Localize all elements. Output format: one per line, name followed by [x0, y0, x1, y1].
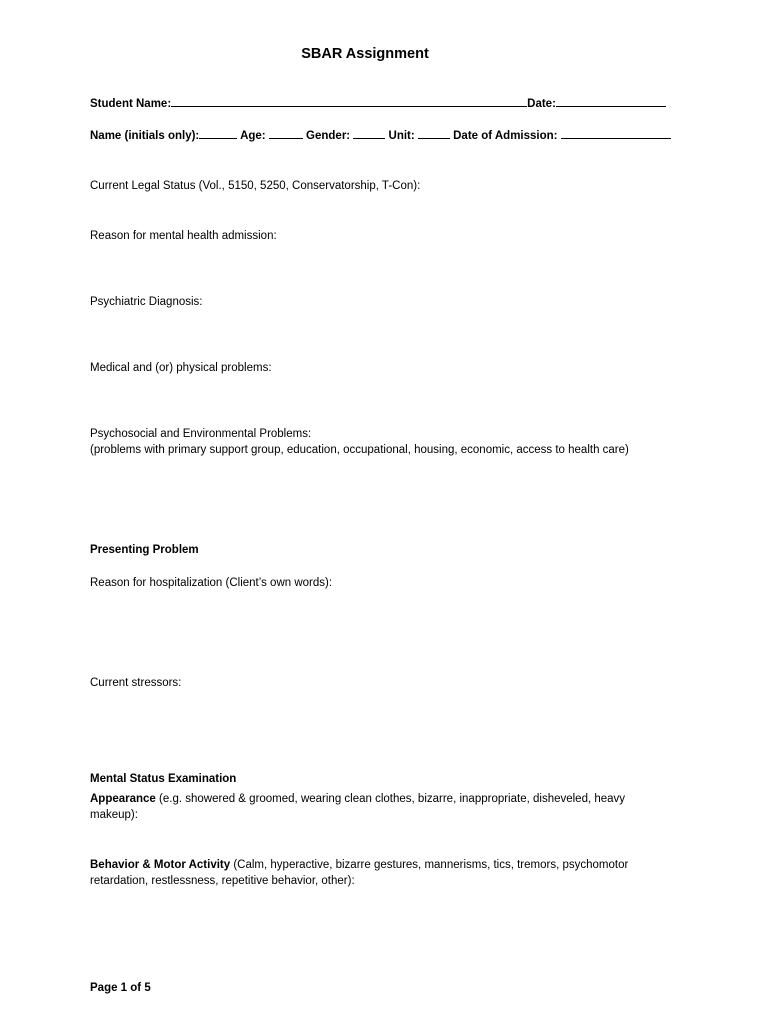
name-initials-label: Name (initials only): [90, 130, 200, 142]
legal-status-prompt: Current Legal Status (Vol., 5150, 5250, Conservatorship, T-Con): [90, 180, 421, 192]
student-name-label: Student Name: [90, 98, 172, 110]
appearance-text: (e.g. showered & groomed, wearing clean clothes, bizarre, inappropriate, disheveled, heavy makeup): [90, 793, 626, 821]
psychosocial-detail: (problems with primary support group, education, occupational, housing, economic, access to health care) [90, 444, 629, 456]
name-initials-field[interactable] [199, 126, 237, 139]
age-label: Age: [240, 130, 266, 142]
behavior-prompt [90, 857, 670, 889]
admission-date-label: Date of Admission: [453, 130, 558, 142]
psych-diagnosis-prompt: Psychiatric Diagnosis: [90, 296, 203, 308]
student-info-row [90, 94, 666, 112]
psychosocial-prompt: Psychosocial and Environmental Problems: [90, 428, 312, 440]
appearance-label: Appearance [90, 793, 156, 805]
gender-field[interactable] [353, 126, 385, 139]
behavior-text: (Calm, hyperactive, bizarre gestures, mannerisms, tics, tremors, psychomotor retardation, restlessness, repetitive behavior, other): [90, 859, 629, 887]
page-title: SBAR Assignment [301, 46, 429, 62]
reason-hospitalization-prompt: Reason for hospitalization (Client’s own words): [90, 577, 333, 589]
patient-info-row [90, 126, 671, 144]
age-field[interactable] [269, 126, 303, 139]
student-name-field[interactable] [171, 94, 527, 107]
appearance-prompt [90, 791, 670, 823]
behavior-label: Behavior & Motor Activity [90, 859, 231, 871]
unit-label: Unit: [388, 130, 415, 142]
reason-admission-prompt: Reason for mental health admission: [90, 230, 277, 242]
unit-field[interactable] [418, 126, 450, 139]
presenting-problem-heading: Presenting Problem [90, 544, 199, 556]
page-number: Page 1 of 5 [90, 982, 151, 994]
current-stressors-prompt: Current stressors: [90, 677, 182, 689]
admission-date-field[interactable] [561, 126, 671, 139]
mse-heading: Mental Status Examination [90, 773, 237, 785]
date-field[interactable] [556, 94, 666, 107]
date-label: Date: [527, 98, 556, 110]
gender-label: Gender: [306, 130, 351, 142]
medical-problems-prompt: Medical and (or) physical problems: [90, 362, 272, 374]
